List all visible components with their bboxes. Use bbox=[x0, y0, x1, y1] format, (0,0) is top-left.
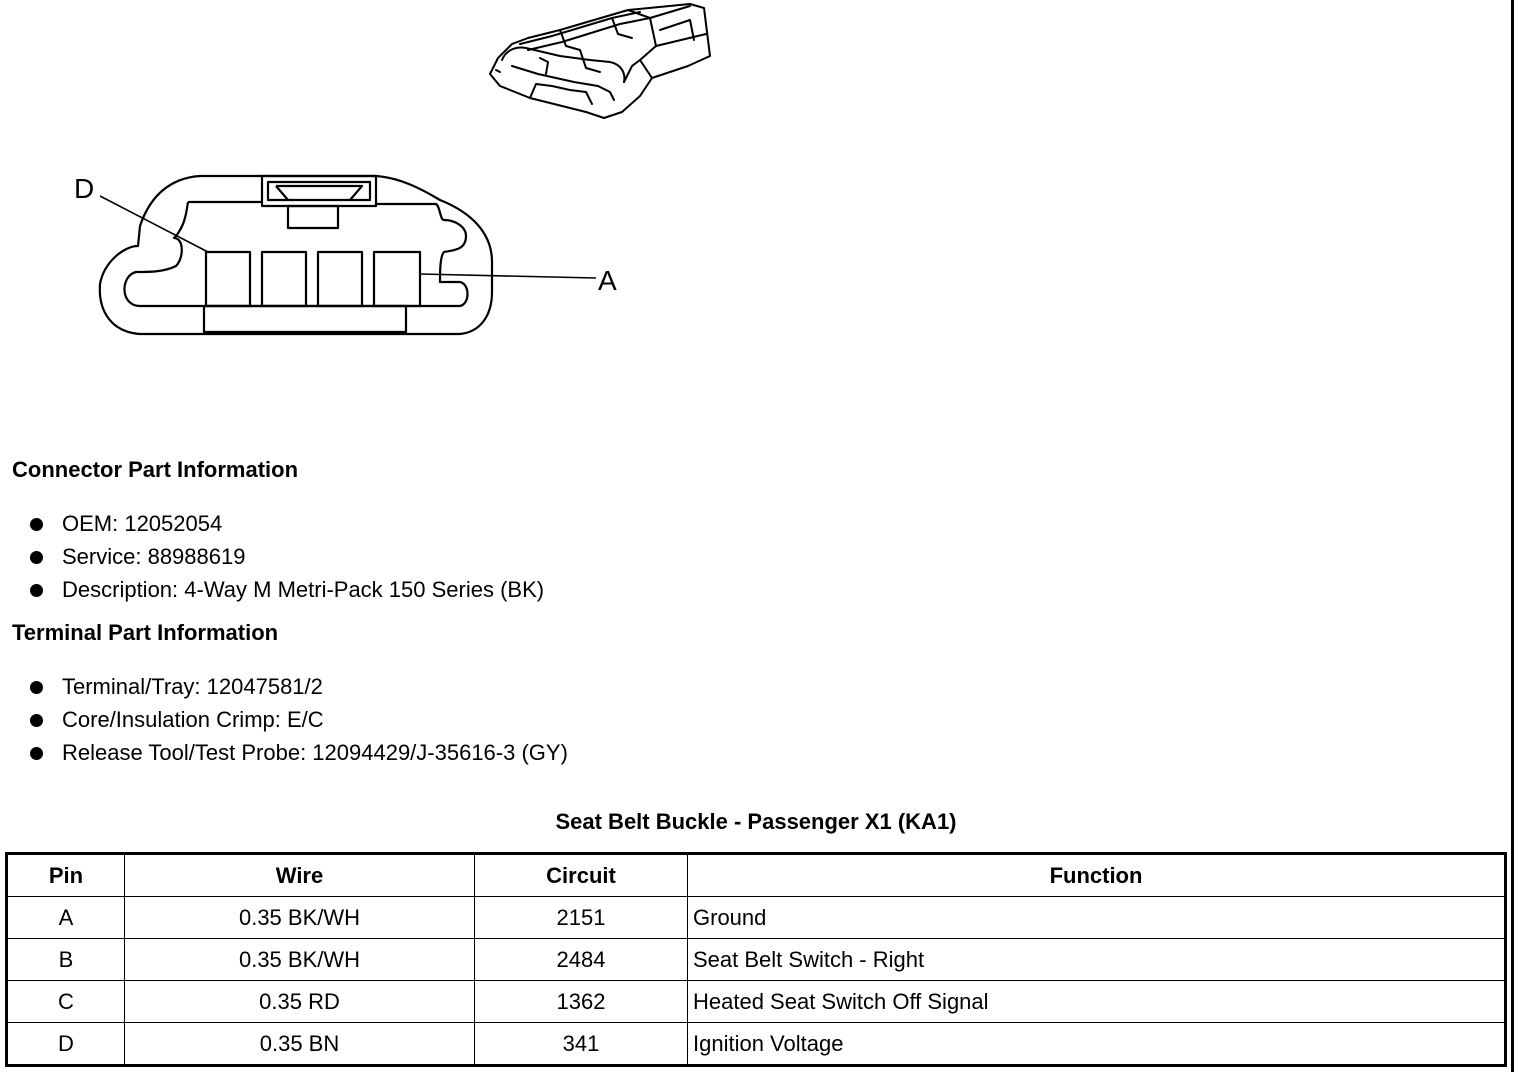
cell-function: Seat Belt Switch - Right bbox=[688, 939, 1506, 981]
pin-label-d: D bbox=[74, 173, 95, 204]
list-item-text: Terminal/Tray: 12047581/2 bbox=[62, 674, 323, 699]
bullet-icon bbox=[30, 584, 43, 597]
cell-pin: D bbox=[7, 1023, 125, 1066]
list-item bbox=[28, 706, 568, 739]
list-item bbox=[28, 673, 568, 706]
list-item-text: Core/Insulation Crimp: E/C bbox=[62, 707, 324, 732]
connector-info-heading: Connector Part Information bbox=[12, 457, 299, 482]
bullet-icon bbox=[30, 551, 43, 564]
cell-pin: A bbox=[7, 897, 125, 939]
list-item bbox=[28, 510, 544, 543]
cell-pin: B bbox=[7, 939, 125, 981]
table-row bbox=[7, 981, 1506, 1023]
cell-wire: 0.35 BK/WH bbox=[125, 939, 475, 981]
bullet-icon bbox=[30, 518, 43, 531]
terminal-cavity-a bbox=[374, 252, 420, 306]
cell-pin: C bbox=[7, 981, 125, 1023]
terminal-cavity-b bbox=[318, 252, 362, 306]
table-row bbox=[7, 1023, 1506, 1066]
bullet-icon bbox=[30, 714, 43, 727]
cell-circuit: 341 bbox=[475, 1023, 688, 1066]
header-function: Function bbox=[688, 854, 1506, 897]
bullet-icon bbox=[30, 747, 43, 760]
list-item-text: OEM: 12052054 bbox=[62, 511, 223, 536]
header-circuit: Circuit bbox=[475, 854, 688, 897]
cell-wire: 0.35 BN bbox=[125, 1023, 475, 1066]
list-item bbox=[28, 739, 568, 772]
table-row bbox=[7, 897, 1506, 939]
cell-circuit: 2151 bbox=[475, 897, 688, 939]
cell-function: Ground bbox=[688, 897, 1506, 939]
connector-illustration bbox=[0, 0, 1510, 440]
table-header-row bbox=[7, 854, 1506, 897]
page-border bbox=[1511, 0, 1514, 1072]
pin-table bbox=[5, 852, 1507, 1067]
header-wire: Wire bbox=[125, 854, 475, 897]
connector-info-list bbox=[28, 510, 544, 609]
leader-line-a bbox=[420, 274, 596, 278]
terminal-cavity-d bbox=[206, 252, 250, 306]
cell-circuit: 1362 bbox=[475, 981, 688, 1023]
list-item-text: Release Tool/Test Probe: 12094429/J-35616-3 (GY) bbox=[62, 740, 568, 765]
table-title: Seat Belt Buckle - Passenger X1 (KA1) bbox=[555, 809, 957, 834]
list-item-text: Service: 88988619 bbox=[62, 544, 246, 569]
cell-function: Heated Seat Switch Off Signal bbox=[688, 981, 1506, 1023]
connector-isometric-drawing bbox=[490, 4, 710, 118]
list-item-text: Description: 4-Way M Metri-Pack 150 Series (BK) bbox=[62, 577, 545, 602]
terminal-info-list bbox=[28, 673, 568, 772]
cell-circuit: 2484 bbox=[475, 939, 688, 981]
bullet-icon bbox=[30, 681, 43, 694]
terminal-info-heading: Terminal Part Information bbox=[12, 620, 279, 645]
header-pin: Pin bbox=[7, 854, 125, 897]
cell-function: Ignition Voltage bbox=[688, 1023, 1506, 1066]
list-item bbox=[28, 576, 544, 609]
cell-wire: 0.35 RD bbox=[125, 981, 475, 1023]
pin-label-a: A bbox=[598, 265, 617, 296]
terminal-cavity-c bbox=[262, 252, 306, 306]
leader-line-d bbox=[100, 196, 208, 252]
cell-wire: 0.35 BK/WH bbox=[125, 897, 475, 939]
connector-face-drawing bbox=[100, 176, 492, 334]
table-row bbox=[7, 939, 1506, 981]
list-item bbox=[28, 543, 544, 576]
